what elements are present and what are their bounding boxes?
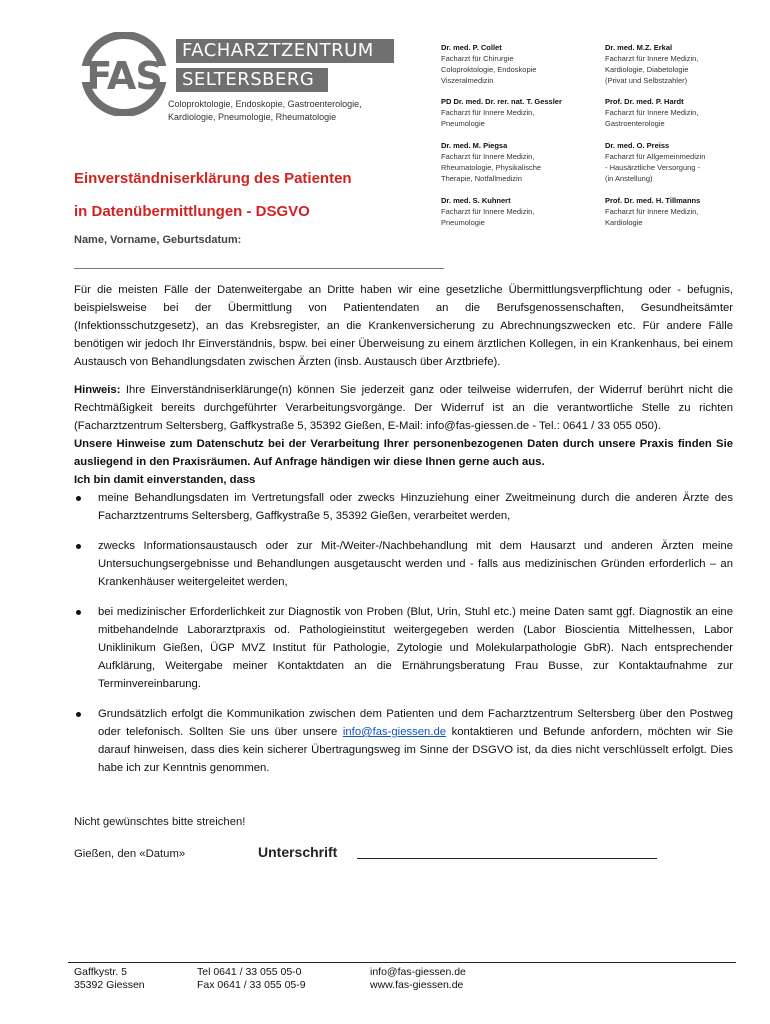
signature-line[interactable] (357, 858, 657, 859)
footer-contact (370, 966, 466, 992)
hint-text: Ihre Einverständniserklärunge(n) können Sie jederzeit ganz oder teilweise widerrufen, der Widerruf berührt nicht die Rechtmäßigkeit bereits durchgeführter Verarbeitungsvorgänge. Der Widerruf ist an die verantwortliche Stelle zu richten (Facharztzentrum Seltersberg, Gaffkystraße 5, 35392 Gießen, E-Mail: info@fas-giessen.de - Tel.: 0641 / 33 055 050). (74, 384, 733, 432)
document-title-line-2: in Datenübermittlungen - DSGVO (74, 203, 310, 220)
list-item: Grundsätzlich erfolgt die Kommunikation zwischen dem Patienten und dem Facharztzentrum Seltersberg über den Postweg oder telefonisch. Sollten Sie uns über unsere info@fas-giessen.de kontaktieren und Befunde anfordern, möchten wir Sie darauf hinweisen, dass dies kein sicherer Übertragungsweg im Sinne der DSGVO ist, da dies nicht verschlüsselt erfolgt. Dies habe ich zur Kenntnis genommen. (74, 705, 733, 777)
doctor-entry: PD Dr. med. Dr. rer. nat. T. Gessler Facharzt für Innere Medizin, Pneumologie (441, 97, 562, 128)
brand-name-line-2: SELTERSBERG (176, 68, 328, 92)
consent-list (74, 489, 733, 777)
email-link[interactable]: info@fas-giessen.de (342, 726, 447, 738)
hint-paragraph (74, 381, 733, 435)
fas-logo-icon (74, 32, 174, 116)
doctor-entry: Dr. med. M. Piegsa Facharzt für Innere Medizin, Rheumatologie, Physikalische Therapie, Notfallmedizin (441, 141, 542, 183)
consent-intro: Ich bin damit einverstanden, dass (74, 474, 256, 486)
footer-email[interactable]: info@fas-giessen.de (370, 966, 466, 978)
intro-paragraph: Für die meisten Fälle der Datenweitergabe an Dritte haben wir eine gesetzliche Übermittlungsverpflichtung oder - befugnis, beispielsweise bei der Übermittlung von Patientendaten an die Berufsgenossenschaften, Gesundheitsämter (Infektionsschutzgesetz), an das Krebsregister, an die Krankenversicherung zu Abrechnungszwecken etc. Für andere Fälle benötigen wir jedoch Ihr Einverständnis, bspw. bei einer Überweisung zu einem ärztlichen Kollegen, in ein Krankenhaus, bei einem Austausch von Behandlungsdaten zwischen Ärzten (insb. Austausch über Arztbriefe). (74, 284, 733, 368)
brand-name-line-1: FACHARZTZENTRUM (176, 39, 394, 63)
footer-divider (68, 962, 736, 963)
signature-label: Unterschrift (258, 844, 338, 860)
list-item: meine Behandlungsdaten im Vertretungsfall oder zwecks Hinzuziehung einer Zweitmeinung durch die anderen Ärzte des Facharztzentrums Seltersberg, Gaffkystraße 5, 35392 Gießen, verarbeitet werden, (74, 489, 733, 525)
list-item: zwecks Informationsaustausch oder zur Mit-/Weiter-/Nachbehandlung mit dem Hausarzt und anderen Ärzten meine Untersuchungsergebnisse und Behandlungen ausgetauscht werden und - falls aus medizinischen Gründen erforderlich – an Krankenhäuser weitergeleitet werden, (74, 537, 733, 591)
svg-text:FAS: FAS (86, 54, 162, 98)
bullet-icon (76, 712, 81, 717)
doctor-entry: Prof. Dr. med. H. Tillmanns Facharzt für Innere Medizin, Kardiologie (605, 196, 701, 227)
hint-label: Hinweis: (74, 384, 121, 396)
name-field-line[interactable] (74, 268, 444, 269)
document-title-line-1: Einverständniserklärung des Patienten (74, 170, 352, 187)
footer-phone: Tel 0641 / 33 055 05-0 Fax 0641 / 33 055 05-9 (197, 966, 306, 991)
bullet-icon (76, 610, 81, 615)
doctor-entry: Prof. Dr. med. P. Hardt Facharzt für Innere Medizin, Gastroenterologie (605, 97, 699, 128)
bullet-icon (76, 496, 81, 501)
strike-instruction: Nicht gewünschtes bitte streichen! (74, 816, 246, 828)
doctor-entry: Dr. med. P. Collet Facharzt für Chirurgie Coloproktologie, Endoskopie Viszeralmedizin (441, 43, 537, 85)
consent-body (74, 281, 733, 777)
footer-website[interactable]: www.fas-giessen.de (370, 979, 464, 991)
doctor-entry: Dr. med. M.Z. Erkal Facharzt für Innere Medizin, Kardiologie, Diabetologie (Privat und Selbstzahler) (605, 43, 699, 85)
doctor-entry: Dr. med. S. Kuhnert Facharzt für Innere Medizin, Pneumologie (441, 196, 535, 227)
doctor-entry: Dr. med. O. Preiss Facharzt für Allgemeinmedizin - Hausärztliche Versorgung - (in Anstellung) (605, 141, 706, 183)
place-date: Gießen, den «Datum» (74, 848, 186, 860)
specialties-text: Coloproktologie, Endoskopie, Gastroenterologie, Kardiologie, Pneumologie, Rheumatologie (168, 99, 362, 122)
name-field-label: Name, Vorname, Geburtsdatum: (74, 234, 242, 246)
list-item: bei medizinischer Erforderlichkeit zur Diagnostik von Proben (Blut, Urin, Stuhl etc.) meine Daten samt ggf. Diagnostik an eine mitbehandelnde Laborarztpraxis od. Pathologieinstitut weitergegeben werden (Labor Bioscientia Mittelhessen, Labor Uniklinikum Gießen, ÜGP MVZ Institut für Pathologie, Zytologie und Molekularpathologie GbR). Nach entsprechender Aufklärung, Weitergabe meiner Kontaktdaten an die Ernährungsberatung Frau Busse, zur Kontaktaufnahme zur Terminvereinbarung. (74, 603, 733, 693)
privacy-notice: Unsere Hinweise zum Datenschutz bei der Verarbeitung Ihrer personenbezogenen Daten durch unsere Praxis finden Sie ausliegend in den Praxisräumen. Auf Anfrage händigen wir diese Ihnen gerne auch aus. (74, 438, 733, 468)
footer-address: Gaffkystr. 5 35392 Giessen (74, 966, 145, 991)
bullet-icon (76, 544, 81, 549)
